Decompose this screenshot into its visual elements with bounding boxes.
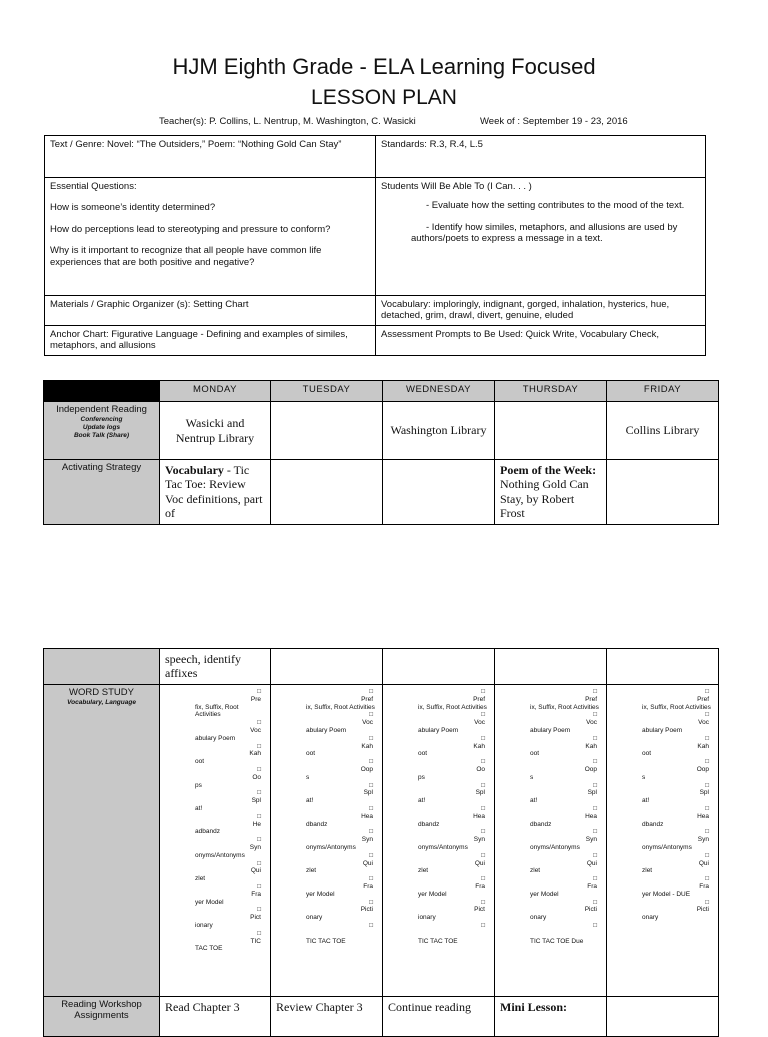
header-corner — [44, 381, 160, 402]
word-study-item: at! — [530, 797, 538, 805]
checkbox-icon[interactable]: □ Qui — [698, 851, 709, 867]
word-study-item: ionary — [195, 921, 213, 929]
word-study-item: abulary Poem — [418, 726, 459, 734]
checkbox-icon[interactable]: □ Pre — [250, 688, 261, 703]
checkbox-icon[interactable]: □ Pict — [474, 898, 485, 914]
checkbox-icon[interactable]: □ Oo — [252, 765, 261, 781]
word-study-item: dbandz — [530, 820, 552, 828]
word-study-item: onary — [306, 914, 323, 922]
word-study-item: yer Model — [530, 890, 559, 898]
ir-tuesday — [271, 402, 383, 460]
day-header-tuesday: TUESDAY — [271, 381, 383, 402]
word-study-item: adbandz — [195, 828, 220, 836]
checkbox-icon[interactable]: □ Qui — [250, 859, 261, 875]
day-header-wednesday: WEDNESDAY — [383, 381, 495, 402]
word-study-item: dbandz — [642, 820, 664, 828]
word-study-item: onyms/Antonyms — [306, 843, 356, 851]
word-study-item: TIC TAC TOE Due — [530, 937, 584, 945]
checkbox-icon[interactable]: □ Fra — [699, 875, 709, 890]
day-header-monday: MONDAY — [160, 381, 271, 402]
cont-tuesday — [271, 649, 383, 685]
checkbox-icon[interactable]: □ Pref — [473, 688, 485, 703]
word-study-item: yer Model — [418, 890, 447, 898]
word-study-item: TIC TAC TOE — [306, 937, 346, 945]
word-study-item: ix, Suffix, Root Activities — [418, 703, 487, 711]
checkbox-icon[interactable]: □ Qui — [586, 851, 597, 867]
word-study-item: at! — [195, 804, 203, 812]
ws-wednesday — [383, 685, 495, 997]
ir-wednesday: Washington Library — [383, 402, 495, 460]
checkbox-icon[interactable]: □ Picti — [584, 898, 597, 914]
as-wednesday — [383, 460, 495, 525]
rw-friday — [607, 997, 719, 1037]
checkbox-icon[interactable]: □ Hea — [585, 804, 597, 820]
ws-friday — [607, 685, 719, 997]
checkbox-icon[interactable]: □ — [481, 921, 485, 929]
materials-cell: Materials / Graphic Organizer (s): Setting Chart — [45, 296, 376, 326]
checkbox-icon[interactable]: □ Syn — [473, 828, 485, 844]
checkbox-icon[interactable]: □ Kah — [361, 734, 373, 750]
document-title: HJM Eighth Grade - ELA Learning Focused — [172, 54, 596, 79]
as-tuesday — [271, 460, 383, 525]
checkbox-icon[interactable]: □ Fra — [587, 875, 597, 890]
word-study-item: s — [642, 773, 646, 781]
word-study-item: zlet — [642, 867, 653, 875]
checkbox-icon[interactable]: □ Qui — [474, 851, 485, 867]
word-study-item: ix, Suffix, Root Activities — [306, 703, 375, 711]
word-study-item: TAC TOE — [195, 945, 223, 953]
cont-wednesday — [383, 649, 495, 685]
word-study-item: abulary Poem — [530, 726, 571, 734]
checkbox-icon[interactable]: □ Oo — [476, 758, 485, 773]
document-subtitle: LESSON PLAN — [311, 86, 457, 109]
checkbox-icon[interactable]: □ He — [252, 812, 261, 828]
checkbox-icon[interactable]: □ Fra — [251, 882, 261, 898]
word-study-item: at! — [418, 797, 426, 805]
checkbox-icon[interactable]: □ Voc — [362, 711, 373, 727]
weekly-schedule-table-continued — [43, 648, 719, 1037]
word-study-item: dbandz — [418, 820, 440, 828]
eq-item-2: How do perceptions lead to stereotyping and pressure to conform? — [50, 223, 331, 235]
ws-tuesday — [271, 685, 383, 997]
word-study-item: ix, Suffix, Root Activities — [642, 703, 711, 711]
checkbox-icon[interactable]: □ Fra — [475, 875, 485, 890]
word-study-item: onary — [642, 914, 659, 922]
row-label-independent-reading: Independent Reading Conferencing Update logs Book Talk (Share) — [44, 402, 160, 460]
word-study-item: onary — [530, 914, 547, 922]
checkbox-icon[interactable]: □ Voc — [474, 711, 485, 727]
row-label-continued — [44, 649, 160, 685]
checkbox-icon[interactable]: □ Picti — [360, 898, 373, 914]
word-study-item: onyms/Antonyms — [195, 851, 245, 859]
checkbox-icon[interactable]: □ Spl — [587, 781, 597, 797]
checkbox-icon[interactable]: □ Syn — [697, 828, 709, 844]
teachers-text: Teacher(s): P. Collins, L. Nentrup, M. Washington, C. Wasicki — [159, 116, 416, 127]
word-study-item: fix, Suffix, Root Activities — [195, 703, 239, 719]
checkbox-icon[interactable]: □ Spl — [363, 781, 373, 797]
text-genre-cell: Text / Genre: Novel: “The Outsiders,” Poem: “Nothing Gold Can Stay” — [45, 136, 376, 178]
word-study-item: zlet — [195, 875, 206, 883]
swbat-label: Students Will Be Able To (I Can. . . ) — [381, 181, 532, 192]
rw-wednesday: Continue reading — [383, 997, 495, 1037]
ir-friday: Collins Library — [607, 402, 719, 460]
checkbox-icon[interactable]: □ Hea — [361, 804, 373, 820]
rw-tuesday: Review Chapter 3 — [271, 997, 383, 1037]
word-study-item: abulary Poem — [306, 726, 347, 734]
ws-monday — [160, 685, 271, 997]
swbat-cell — [376, 178, 706, 296]
as-thursday: Poem of the Week: Nothing Gold Can Stay, by Robert Frost — [495, 460, 607, 525]
ir-thursday — [495, 402, 607, 460]
word-study-item: dbandz — [306, 820, 328, 828]
word-study-item: oot — [418, 750, 428, 758]
checkbox-icon[interactable]: □ — [369, 921, 373, 929]
word-study-item: onyms/Antonyms — [642, 843, 692, 851]
checkbox-icon[interactable]: □ — [593, 921, 597, 929]
swbat-item-2: - Identify how similes, metaphors, and allusions are used by authors/poets to express a message in a text. — [411, 221, 678, 245]
checkbox-icon[interactable]: □ Kah — [473, 734, 485, 750]
word-study-item: onyms/Antonyms — [530, 843, 580, 851]
word-study-item: ionary — [418, 914, 436, 922]
ws-thursday — [495, 685, 607, 997]
checkbox-icon[interactable]: □ Pref — [361, 688, 373, 703]
checkbox-icon[interactable]: □ Voc — [698, 711, 709, 727]
row-label-word-study: WORD STUDY Vocabulary, Language — [44, 685, 160, 997]
word-study-item: s — [306, 773, 310, 781]
word-study-item: yer Model — [306, 890, 335, 898]
word-study-item: s — [530, 773, 534, 781]
weekly-schedule-table — [43, 380, 719, 525]
eq-label: Essential Questions: — [50, 181, 137, 192]
row-label-reading-workshop: Reading Workshop Assignments — [44, 997, 160, 1037]
checkbox-icon[interactable]: □ Kah — [697, 734, 709, 750]
word-study-item: onyms/Antonyms — [418, 843, 468, 851]
checkbox-icon[interactable]: □ Hea — [473, 804, 485, 820]
word-study-item: ps — [195, 781, 202, 789]
assessment-cell: Assessment Prompts to Be Used: Quick Write, Vocabulary Check, — [376, 326, 706, 356]
checkbox-icon[interactable]: □ Hea — [697, 804, 709, 820]
cont-thursday — [495, 649, 607, 685]
checkbox-icon[interactable]: □ Pref — [585, 688, 597, 703]
word-study-item: zlet — [306, 867, 317, 875]
word-study-item: at! — [306, 797, 314, 805]
checkbox-icon[interactable]: □ Pref — [697, 688, 709, 703]
checkbox-icon[interactable]: □ Spl — [251, 789, 261, 805]
rw-thursday: Mini Lesson: — [495, 997, 607, 1037]
checkbox-icon[interactable]: □ Picti — [696, 898, 709, 914]
checkbox-icon[interactable]: □ Spl — [475, 781, 485, 797]
essential-questions-cell — [45, 178, 376, 296]
checkbox-icon[interactable]: □ Spl — [699, 781, 709, 797]
vocabulary-cell: Vocabulary: imploringly, indignant, gorged, inhalation, hysterics, hue, detached, grim, drawl, divert, genuine, eluded — [376, 296, 706, 326]
checkbox-icon[interactable]: □ Fra — [363, 875, 373, 890]
checkbox-icon[interactable]: □ Pict — [250, 906, 261, 922]
word-study-item: ps — [418, 773, 425, 781]
word-study-item: oot — [530, 750, 540, 758]
checkbox-icon[interactable]: □ Voc — [250, 719, 261, 734]
eq-item-1: How is someone’s identity determined? — [50, 202, 216, 214]
word-study-item: oot — [642, 750, 652, 758]
word-study-item: yer Model — [195, 898, 224, 906]
eq-item-3: Why is it important to recognize that all people have common life experiences that are both positive and negative? — [50, 245, 322, 268]
cont-friday — [607, 649, 719, 685]
swbat-item-1: - Evaluate how the setting contributes to the mood of the text. — [426, 200, 685, 212]
checkbox-icon[interactable]: □ Syn — [249, 836, 261, 851]
word-study-item: zlet — [418, 867, 429, 875]
checkbox-icon[interactable]: □ Syn — [585, 828, 597, 844]
word-study-item: ix, Suffix, Root Activities — [530, 703, 599, 711]
standards-cell: Standards: R.3, R.4, L.5 — [376, 136, 706, 178]
word-study-item: zlet — [530, 867, 541, 875]
day-header-thursday: THURSDAY — [495, 381, 607, 402]
week-text: Week of : September 19 - 23, 2016 — [480, 116, 628, 127]
checkbox-icon[interactable]: □ Kah — [249, 742, 261, 758]
as-friday — [607, 460, 719, 525]
ir-monday: Wasicki and Nentrup Library — [160, 402, 271, 460]
checkbox-icon[interactable]: □ Oop — [696, 758, 709, 773]
word-study-item: oot — [195, 758, 205, 766]
as-monday: Vocabulary - Tic Tac Toe: Review Voc definitions, part of — [160, 460, 271, 525]
word-study-item: abulary Poem — [195, 734, 236, 742]
lesson-info-table — [44, 135, 706, 356]
day-header-friday: FRIDAY — [607, 381, 719, 402]
rw-monday: Read Chapter 3 — [160, 997, 271, 1037]
checkbox-icon[interactable]: □ Syn — [361, 828, 373, 844]
checkbox-icon[interactable]: □ Voc — [586, 711, 597, 727]
cont-monday: speech, identify affixes — [160, 649, 271, 685]
word-study-item: abulary Poem — [642, 726, 683, 734]
row-label-activating-strategy: Activating Strategy — [44, 460, 160, 525]
checkbox-icon[interactable]: □ Qui — [362, 851, 373, 867]
anchor-chart-cell: Anchor Chart: Figurative Language - Defining and examples of similes, metaphors, and allusions — [45, 326, 376, 356]
word-study-item: TIC TAC TOE — [418, 937, 458, 945]
checkbox-icon[interactable]: □ TIC — [250, 929, 261, 945]
word-study-item: yer Model - DUE — [642, 890, 691, 898]
word-study-item: at! — [642, 797, 650, 805]
checkbox-icon[interactable]: □ Kah — [585, 734, 597, 750]
word-study-item: oot — [306, 750, 316, 758]
checkbox-icon[interactable]: □ Oop — [360, 758, 373, 773]
checkbox-icon[interactable]: □ Oop — [584, 758, 597, 773]
